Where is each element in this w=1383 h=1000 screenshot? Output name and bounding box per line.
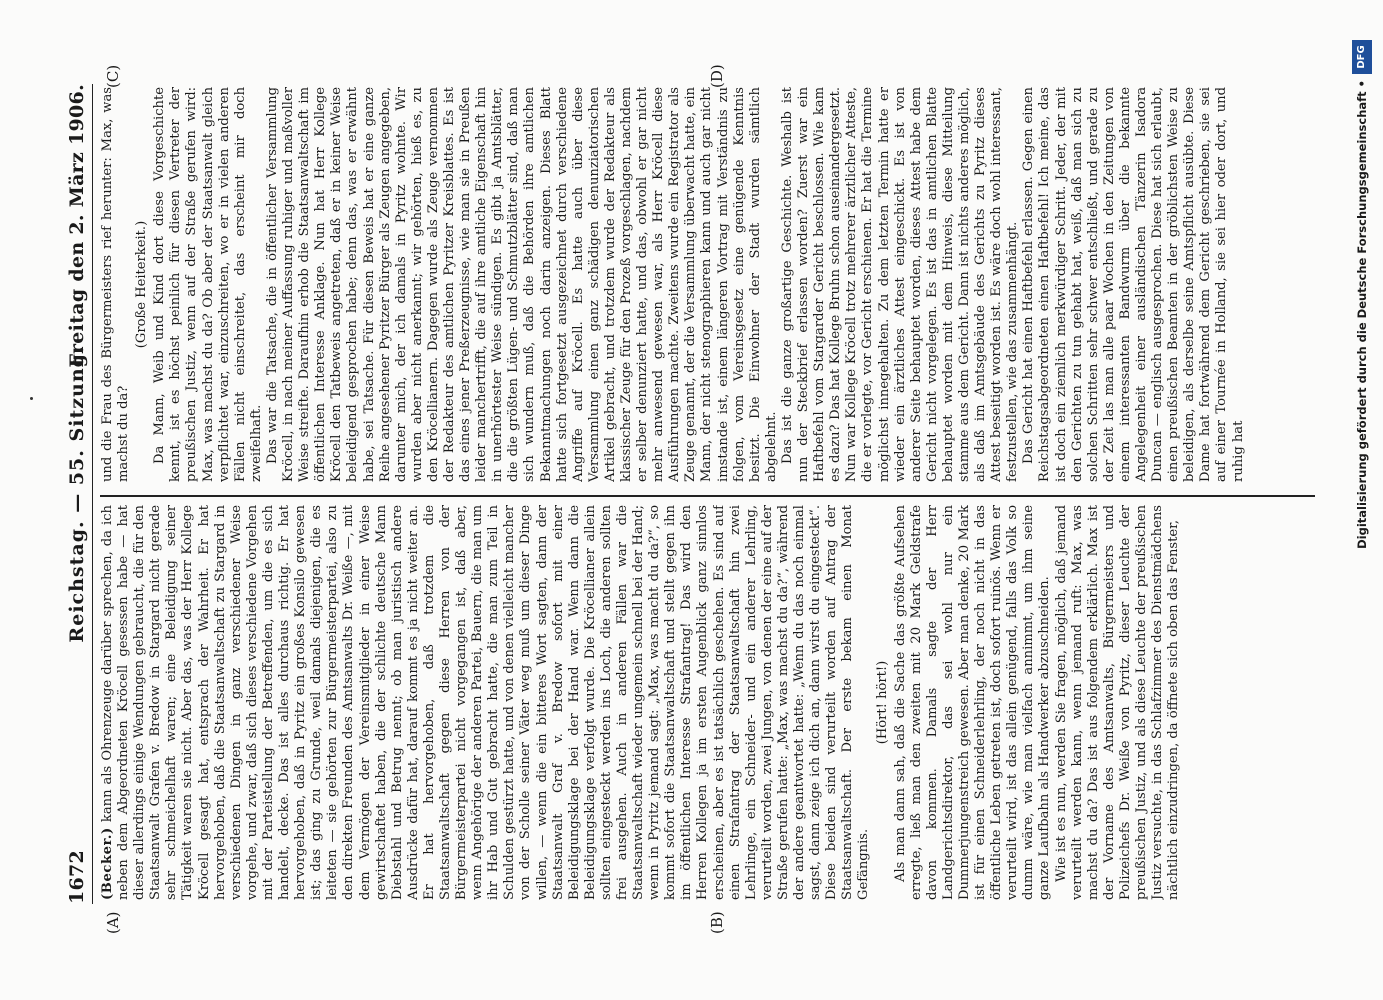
session-date: Freitag den 2. März 1906.	[66, 84, 88, 368]
right-column	[100, 87, 1315, 482]
paragraph-text: kann als Ohrenzeuge darüber sprechen, da ich neben dem Abgeordneten Kröcell gesessen habe — hat dieser allerdings einige Wendungen gebraucht, die für den Staatsanwalt Grafen v. Bredow in Stargard nicht gerade sehr schmeichelhaft waren; eine Beleidigung seiner Tätigkeit waren sie nicht. Aber das, was der Herr Kollege Kröcell gesagt hat, entsprach der Wahrheit. Er hat hervorgehoben, daß die Staatsanwaltschaft zu Stargard in verschiedenen Dingen in ganz verschiedener Weise vorgehe, und zwar, daß sich dieses verschiedene Vorgehen mit der Parteistellung der Betreffenden, um die es sich handelt, decke. Das ist alles durchaus richtig. Er hat hervorgehoben, daß in Pyritz ein großes Konsilo gewesen ist; das ging zu Grunde, weil damals diejenigen, die es leiteten — sie gehörten zur Bürgermeisterpartei, also zu den direkten Freunden des Amtsanwalts Dr. Weiße —, mit dem Vermögen der Vereinsmitglieder in einer Weise gewirtschaftet haben, die der schlichte deutsche Mann Diebstahl und Betrug nennt; ob man juristisch andere Ausdrücke dafür hat, darauf kommt es ja nicht weiter an. Er hat hervorgehoben, daß trotzdem die Staatsanwaltschaft gegen diese Herren von der Bürgermeisterpartei nicht vorgegangen ist, daß aber, wenn Angehörige der anderen Partei, Bauern, die man um ihr Hab und Gut gebracht hatte, die man zum Teil in Schulden gestürzt hatte, und von denen vielleicht mancher von der Scholle seiner Väter weg muß um dieser Dinge willen, — wenn die ein bitteres Wort sagten, dann der Staatsanwalt Graf v. Bredow sofort mit einer Beleidigungsklage bei der Hand war. Wenn dann die Beleidigungsklage verfolgt wurde. Die Kröcellianer allein sollten eingesteckt werden ins Loch, die anderen sollten frei ausgehen. Auch in anderen Fällen war die Staatsanwaltschaft wieder ungemein schnell bei der Hand; wenn in Pyritz jemand sagt: „Max, was macht du da?“, so kommt sofort die Staatsanwaltschaft und stellt gegen ihn im öffentlichen Interesse Strafantrag! Das wird den Herren Kollegen ja im ersten Augenblick ganz sinnlos erscheinen, aber es ist tatsächlich geschehen. Es sind auf einen Strafantrag der Staatsanwaltschaft hin zwei Lehrlinge, ein Schneider- und ein anderer Lehrling, verurteilt worden, zwei Jungen, von denen der eine auf der Straße gerufen hatte: „Max, was machst du da?“, während der andere geantwortet hatte: „Wenn du das noch einmal sagst, dann zeige ich dich an, dann wirst du eingesteckt“. Diese beiden sind verurteilt worden auf Antrag der Staatsanwaltschaft. Der erste bekam einen Monat Gefängnis.	[100, 505, 872, 900]
paragraph: Das ist die ganze großartige Geschichte. Weshalb ist nun der Steckbrief erlassen worden? Zuerst war ein Haftbefehl vom Stargarder Gericht beschlossen. Wie kam es dazu? Das hat Kollege Bruhn schon auseinandergesetzt. Nun war Kollege Kröcell trotz mehrerer ärztlicher Atteste, die er vorlegte, vor Gericht erschienen. Er hat die Termine möglichst innegehalten. Zu dem letzten Termin hatte er wieder ein ärztliches Attest eingeschickt. Es ist von anderer Seite behauptet worden, dieses Attest habe dem Gericht nicht vorgelegen. Es ist das in amtlichen Blatte behauptet worden mit dem Hinweis, diese Mitteilung stamme aus dem Gericht. Dann ist nichts anderes möglich, als daß im Amtsgebäude des Gerichts zu Pyritz dieses Attest beseitigt worden ist. Es wäre doch wohl interessant, festzustellen, wie das zusammenhängt.	[779, 87, 1021, 482]
paragraph: Wie ist es nun, werden Sie fragen, möglich, daß jemand verurteilt werden kann, wenn jemand ruft: Max, was machst du da? Das ist aus folgendem erklärlich. Max ist der Vorname des Amtsanwalts, Bürgermeisters und Polizeichefs Dr. Weiße von Pyritz, dieser Leuchte der preußischen Justiz, und als diese Leuchte der preußischen Justiz versuchte, in das Schlafzimmer des Dienstmädchens nächtlich einzudringen, da öffnete sich oben das Fenster,	[1053, 505, 1182, 900]
left-column	[100, 505, 1315, 900]
paragraph: und die Frau des Bürgermeisters rief herunter: Max, was machst du da?	[100, 87, 132, 482]
page-header	[58, 84, 93, 904]
interjection: (Große Heiterkeit.)	[134, 220, 150, 349]
digitization-stamp	[1352, 40, 1374, 960]
column-divider	[100, 496, 1315, 498]
interjection: (Hört! hört!)	[874, 660, 890, 745]
dfg-logo-icon: DFG	[1352, 40, 1372, 74]
paragraph: Das war die Tatsache, die in öffentlicher Versammlung Kröcell, in nach meiner Auffassung ruhiger und maßvoller Weise streifte. Daraufhin erhob die Staatsanwaltschaft im öffentlichen Interesse Anklage. Nun hat Herr Kollege Kröcell den Tatbeweis angetreten, daß er in keiner Weise beleidigend gesprochen habe; denn das, was er erwähnt habe, sei Tatsache. Für diesen Beweis hat er eine ganze Reihe angesehener Pyritzer Bürger als Zeugen angegeben, darunter mich, der ich damals in Pyritz wohnte. Wir wurden aber nicht anerkannt; wir gehörten, hieß es, zu den Kröcellianern. Dagegen wurde als Zeuge vernommen der Redakteur des amtlichen Pyritzer Kreisblattes. Es ist das eines jener Preßerzeugnisse, wie man sie in Preußen leider manchertrifft, die auf ihre amtliche Eigenschaft hin in unerhörtester Weise sündigen. Es gibt ja Amtsblätter, die die größten Lügen- und Schmutzblätter sind, daß man sich wundern muß, daß die Behörden ihre amtlichen Bekanntmachungen noch darin anzeigen. Dieses Blatt hatte sich fortgesetzt ausgezeichnet durch verschiedene Angriffe auf Kröcell. Es hatte auch über diese Versammlung einen ganz schädigen denunziatorischen Artikel gebracht, und trotzdem wurde der Redakteur als klassischer Zeuge für den Prozeß vorgeschlagen, nachdem er selber denunziert hatte, und das, obwohl er gar nicht mehr anwesend gewesen war, als Herr Kröcell diese Ausführungen machte. Zweitens wurde ein Registrator als Zeuge genannt, der die Versammlung überwacht hatte, ein Mann, der nicht stenographieren kann und auch gar nicht imstande ist, einem längeren Vortrag mit Verständnis zu folgen, vom Vereinsgesetz eine genügende Kenntnis besitzt. Die Einwohner der Stadt wurden sämtlich abgelehnt.	[264, 87, 779, 482]
paragraph	[100, 505, 873, 900]
ink-speck	[30, 397, 33, 400]
margin-marker-a: (A)	[104, 911, 122, 934]
margin-marker-b: (B)	[708, 911, 726, 934]
speaker-name: (Becker.)	[100, 827, 115, 900]
paragraph: Das Gericht hat einen Haftbefehl erlassen. Gegen einen Reichstagsabgeordneten einen Haftbefehl! Ich meine, das ist doch ein ziemlich merkwürdiger Schritt. Jeder, der mit den Gerichten zu tun gehabt hat, weiß, daß man sich zu solchen Schritten sehr schwer entschließt, und gerade zu der Zeit las man alle paar Wochen in den Zeitungen von einem interessanten Bandwurm über die bekannte Angelegenheit einer ausländischen Tänzerin Isadora Duncan — englisch ausgesprochen. Diese hat sich erlaubt, einen preußischen Beamten in der gröblichsten Weise zu beleidigen, als derselbe seine Amtspflicht ausübte. Diese Dame hat fortwährend dem Gericht geschrieben, sie sei auf einer Tournée in Holland, sie sei hier oder dort, und ruhig hat	[1021, 87, 1246, 482]
session-title: Reichstag. — 55. Sitzung.	[66, 345, 88, 643]
page-number: 1672	[66, 849, 88, 904]
digitization-note: Digitalisierung gefördert durch die Deutsche Forschungsgemeinschaft •	[1355, 80, 1369, 549]
paragraph: Da Mann, Weib und Kind dort diese Vorgeschichte kennt, ist es höchst peinlich für diesen Vertreter der preußischen Justiz, wenn auf der Straße gerufen wird: Max, was machst du da? Ob aber der Staatsanwalt gleich verpflichtet war, einzuschreiten, wo er in vielen anderen Fällen nicht einschreitet, das erscheint mir doch zweifelhaft.	[152, 87, 264, 482]
margin-marker-d: (D)	[708, 64, 726, 88]
paragraph: Als man dann sah, daß die Sache das größte Aufsehen erregte, ließ man den zweiten mit 20 Mark Geldstrafe davon kommen. Damals sagte der Herr Landgerichtsdirektor, das sei wohl nur ein Dummerjungenstreich gewesen. Aber man denke, 20 Mark ist für einen Schneiderlehrling, der noch nicht in das öffentliche Leben getreten ist, doch sofort ruinös. Wenn er verurteilt wird, ist das allein genügend, falls das Volk so dumm wäre, wie man vielfach annimmt, um ihm seine ganze Laufbahn als Handwerker abzuschneiden.	[892, 505, 1053, 900]
margin-marker-c: (C)	[104, 64, 122, 88]
